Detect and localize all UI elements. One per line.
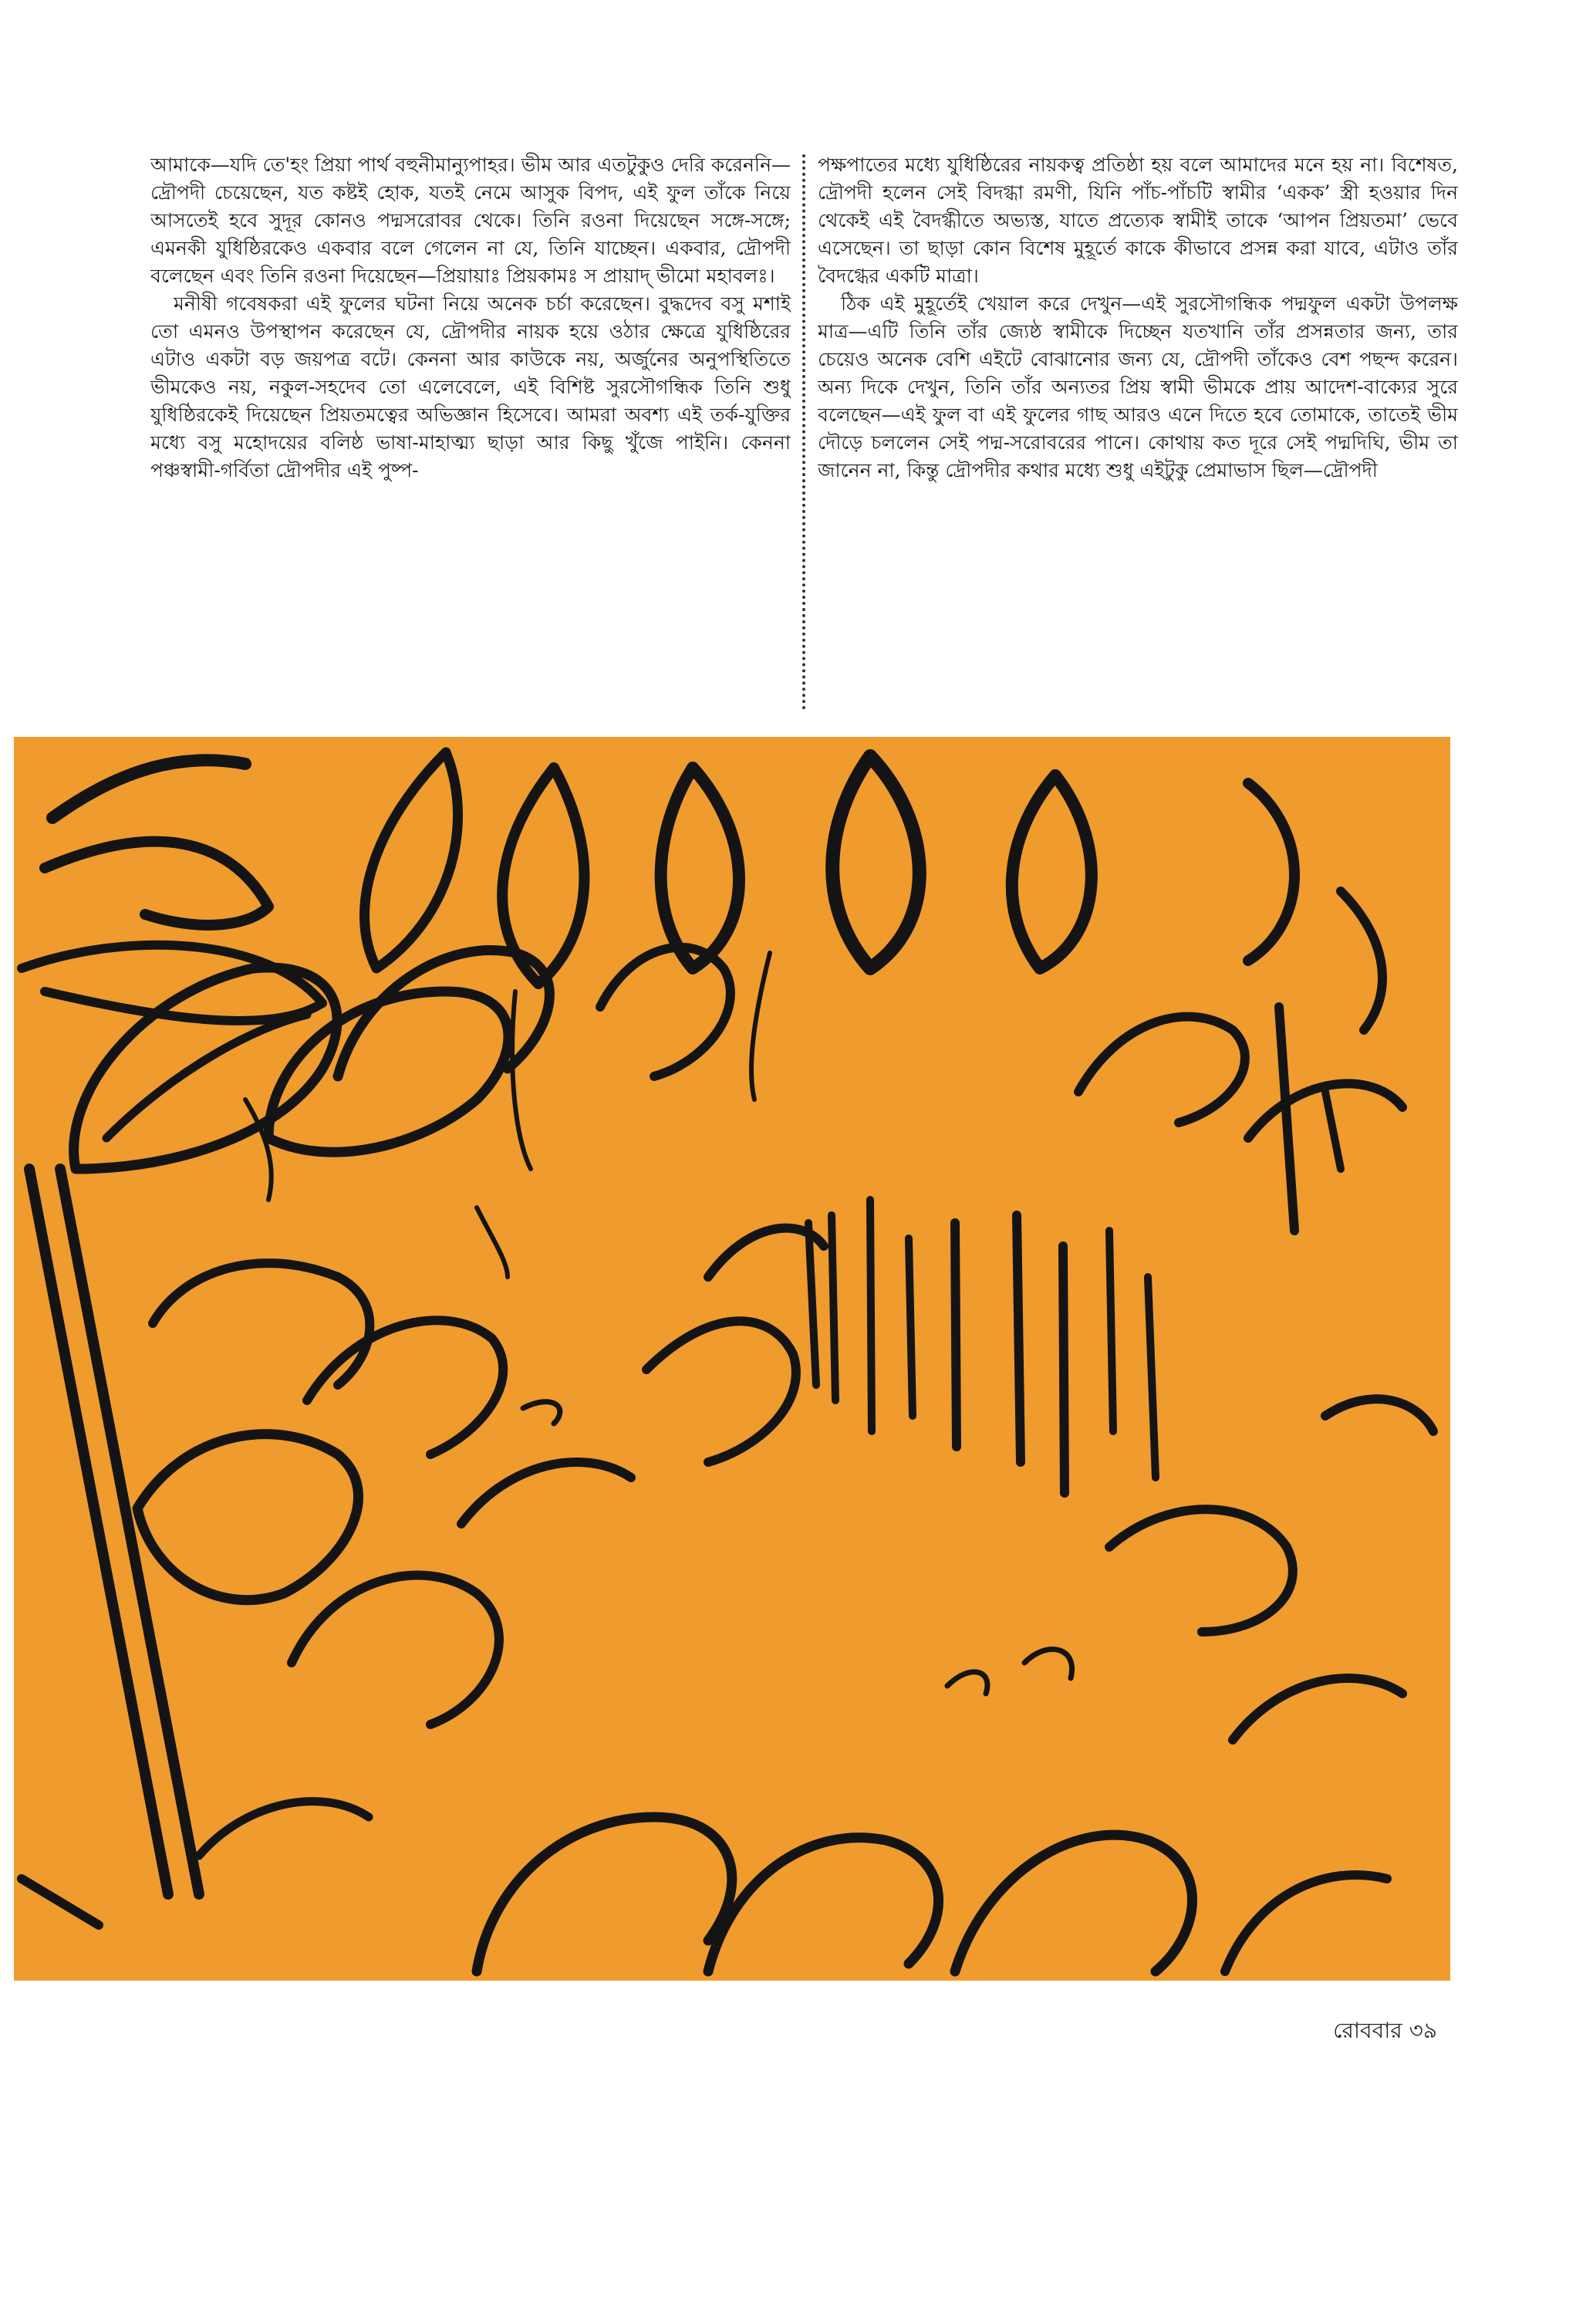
paragraph: ঠিক এই মুহূর্তেই খেয়াল করে দেখুন—এই সুরসৌগন্ধিক পদ্মফুল একটা উপলক্ষ মাত্র—এটি তিনি তাঁর জ্যেষ্ঠ স্বামীকে দিচ্ছেন যতখানি তাঁর প্রসন্নতার জন্য, তার চেয়েও অনেক বেশি এইটে বোঝানোর জন্য যে, দ্রৌপদী তাঁকেও বেশ পছন্দ করেন। অন্য দিকে দেখুন, তিনি তাঁর অন্যতর প্রিয় স্বামী ভীমকে প্রায় আদেশ-বাক্যের সুরে বলেছেন—এই ফুল বা এই ফুলের গাছ আরও এনে দিতে হবে তোমাকে, তাতেই ভীম দৌড়ে চললেন সেই পদ্ম-সরোবরের পানে। কোথায় কত দূরে সেই পদ্মদিঘি, ভীম তা জানেন না, কিন্তু দ্রৌপদীর কথার মধ্যে শুধু এইটুকু প্রেমাভাস ছিল—দ্রৌপদী — [818, 292, 1458, 481]
paragraph: মনীষী গবেষকরা এই ফুলের ঘটনা নিয়ে অনেক চর্চা করেছেন। বুদ্ধদেব বসু মশাই তো এমনও উপস্থাপন করেছেন যে, দ্রৌপদীর নায়ক হয়ে ওঠার ক্ষেত্রে যুধিষ্ঠিরের এটাও একটা বড় জয়পত্র বটে। কেননা আর কাউকে নয়, অর্জুনের অনুপস্থিতিতে ভীমকেও নয়, নকুল-সহদেব তো এলেবেলে, এই বিশিষ্ট সুরসৌগন্ধিক তিনি শুধু যুধিষ্ঠিরকেই দিয়েছেন প্রিয়তমত্বের অভিজ্ঞান হিসেবে। আমরা অবশ্য এই তর্ক-যুক্তির মধ্যে বসু মহোদয়ের বলিষ্ঠ ভাষা-মাহাত্ম্য ছাড়া আর কিছু খুঁজে পাইনি। কেননা পঞ্চস্বামী-গর্বিতা দ্রৌপদীর এই পুষ্প- — [150, 292, 791, 481]
page-footer: রোববার ৩৯ — [1333, 2018, 1437, 2043]
hatch-stroke — [1063, 1246, 1065, 1493]
hatch-stroke — [832, 1215, 835, 1400]
paragraph: আমাকে—যদি তে'হং প্রিয়া পার্থ বহুনীমান্যুপাহর। ভীম আর এতটুকুও দেরি করেননি—দ্রৌপদী চেয়েছেন, যত কষ্টই হোক, যতই নেমে আসুক বিপদ, এই ফুল তাঁকে নিয়ে আসতেই হবে সুদূর কোনও পদ্মসরোবর থেকে। তিনি রওনা দিয়েছেন সঙ্গে-সঙ্গে; এমনকী যুধিষ্ঠিরকেও একবার বলে গেলেন না যে, তিনি যাচ্ছেন। একবার, দ্রৌপদী বলেছেন এবং তিনি রওনা দিয়েছেন—প্রিয়ায়াঃ প্রিয়কামঃ স প্রায়াদ্ ভীমো মহাবলঃ। — [150, 154, 791, 287]
hatch-stroke — [909, 1238, 913, 1416]
hatch-stroke — [870, 1200, 872, 1431]
article-column-left — [150, 151, 791, 714]
paragraph: পক্ষপাতের মধ্যে যুধিষ্ঠিরের নায়কত্ব প্রতিষ্ঠা হয় বলে আমাদের মনে হয় না। বিশেষত, দ্রৌপদী হলেন সেই বিদগ্ধা রমণী, যিনি পাঁচ-পাঁচটি স্বামীর ‘একক’ স্ত্রী হওয়ার দিন থেকেই এই বৈদগ্ধীতে অভ্যস্ত, যাতে প্রত্যেক স্বামীই তাকে ‘আপন প্রিয়তমা’ ভেবে এসেছেন। তা ছাড়া কোন বিশেষ মুহূর্তে কাকে কীভাবে প্রসন্ন করা যাবে, এটাও তাঁর বৈদগ্ধের একটি মাত্রা। — [818, 154, 1458, 287]
hatch-stroke — [955, 1223, 957, 1447]
article-column-right — [818, 151, 1458, 714]
hatch-stroke — [1017, 1215, 1021, 1462]
column-divider — [802, 154, 805, 710]
hatch-stroke — [1109, 1231, 1113, 1431]
flower-illustration — [14, 737, 1450, 1981]
